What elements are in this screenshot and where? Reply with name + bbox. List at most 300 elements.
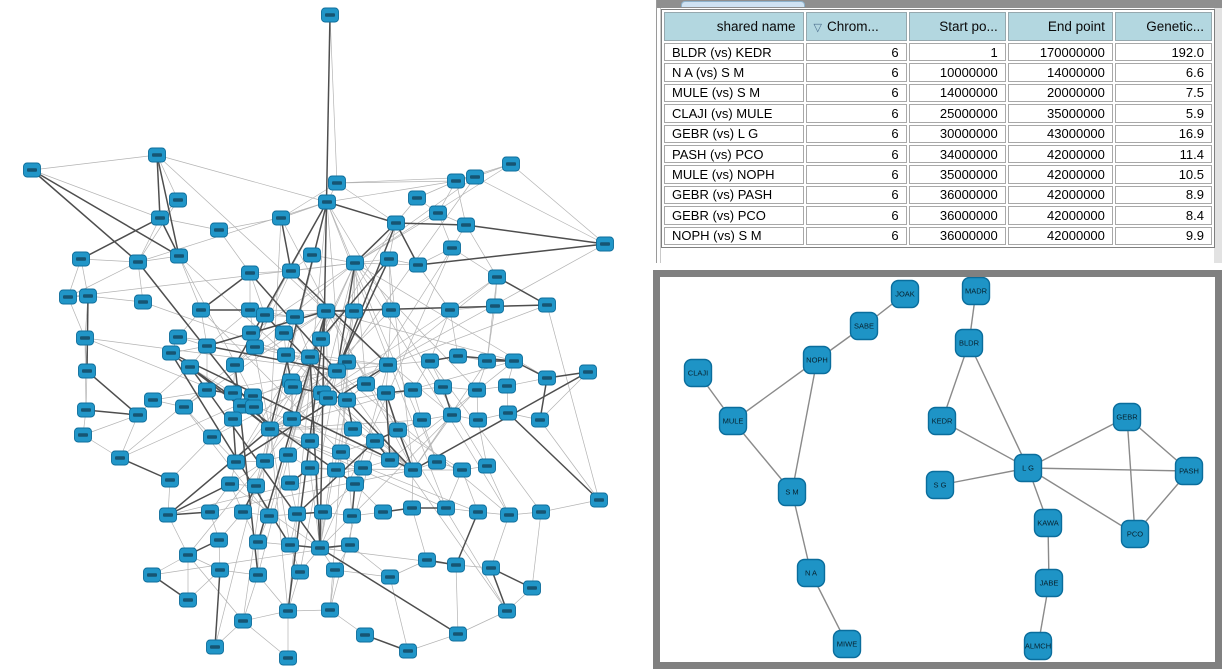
network-node[interactable] [235, 505, 252, 519]
network-node[interactable] [448, 558, 465, 572]
node-label [248, 394, 258, 397]
network-node[interactable] [246, 400, 263, 414]
network-edge [511, 164, 605, 244]
table-row[interactable] [664, 206, 1212, 224]
network-node-CLAJI[interactable] [685, 360, 712, 387]
network-node[interactable] [170, 330, 187, 344]
network-node-GEBR[interactable] [1114, 404, 1141, 431]
network-node[interactable] [318, 304, 335, 318]
network-node[interactable] [489, 270, 506, 284]
node-label [290, 315, 300, 318]
table-cell[interactable]: 42000000 [1008, 165, 1113, 183]
network-node[interactable] [357, 628, 374, 642]
table-cell[interactable]: CLAJI (vs) MULE [664, 104, 804, 122]
network-node[interactable] [130, 408, 147, 422]
table-cell[interactable]: 6 [806, 84, 907, 102]
network-node[interactable] [539, 371, 556, 385]
table-cell[interactable]: 7.5 [1115, 84, 1212, 102]
table-cell[interactable]: 11.4 [1115, 145, 1212, 163]
network-node[interactable] [278, 348, 295, 362]
network-edge-NOPH-SM[interactable] [792, 360, 817, 492]
network-node[interactable] [597, 237, 614, 251]
column-header-genetic[interactable] [1115, 12, 1212, 41]
node-label [403, 649, 413, 652]
table-cell[interactable]: 14000000 [909, 84, 1006, 102]
network-node[interactable] [414, 413, 431, 427]
node-label [504, 513, 514, 516]
network-node[interactable] [257, 308, 274, 322]
network-node[interactable] [212, 563, 229, 577]
network-node[interactable] [302, 350, 319, 364]
table-cell[interactable]: GEBR (vs) L G [664, 125, 804, 143]
network-edge [491, 515, 509, 568]
network-node[interactable] [499, 379, 516, 393]
table-cell[interactable]: N A (vs) S M [664, 63, 804, 81]
network-node[interactable] [130, 255, 147, 269]
network-node-KEDR[interactable] [929, 408, 956, 435]
network-node[interactable] [342, 538, 359, 552]
network-node[interactable] [250, 568, 267, 582]
network-node[interactable] [162, 473, 179, 487]
network-node[interactable] [204, 430, 221, 444]
network-edge [327, 202, 396, 223]
network-node[interactable] [160, 508, 177, 522]
network-node-KAWA[interactable] [1035, 510, 1062, 537]
network-node[interactable] [347, 256, 364, 270]
network-node[interactable] [199, 383, 216, 397]
node-label [417, 418, 427, 421]
table-cell[interactable]: 42000000 [1008, 227, 1113, 245]
node-label [214, 538, 224, 541]
network-node[interactable] [280, 448, 297, 462]
network-node[interactable] [375, 505, 392, 519]
network-node[interactable] [170, 193, 187, 207]
network-node[interactable] [329, 364, 346, 378]
network-node-NA[interactable] [798, 560, 825, 587]
network-node[interactable] [458, 218, 475, 232]
network-node[interactable] [262, 422, 279, 436]
network-node[interactable] [211, 223, 228, 237]
node-label [331, 468, 341, 471]
node-label [228, 417, 238, 420]
network-node[interactable] [345, 422, 362, 436]
network-node[interactable] [467, 170, 484, 184]
table-cell[interactable]: 10000000 [909, 63, 1006, 81]
network-node[interactable] [346, 304, 363, 318]
column-header-startpo[interactable] [909, 12, 1006, 41]
network-node[interactable] [532, 413, 549, 427]
table-cell[interactable]: BLDR (vs) KEDR [664, 43, 804, 61]
node-label [80, 336, 90, 339]
table-cell[interactable]: 9.9 [1115, 227, 1212, 245]
filter-funnel-icon[interactable]: ▽ [813, 22, 823, 34]
table-cell[interactable]: 6 [806, 145, 907, 163]
network-node-NOPH[interactable] [804, 347, 831, 374]
network-node[interactable] [78, 403, 95, 417]
node-label [503, 411, 513, 414]
network-node[interactable] [450, 627, 467, 641]
node-label [492, 275, 502, 278]
table-cell[interactable]: 6 [806, 63, 907, 81]
node-label [470, 175, 480, 178]
network-node-MIWE[interactable] [834, 631, 861, 658]
network-node[interactable] [319, 195, 336, 209]
node-label [542, 303, 552, 306]
table-cell[interactable]: 6.6 [1115, 63, 1212, 81]
table-row[interactable] [664, 63, 1212, 81]
table-cell[interactable]: 35000000 [1008, 104, 1113, 122]
network-node[interactable] [222, 477, 239, 491]
network-node-ALMCH[interactable] [1025, 633, 1052, 660]
network-node[interactable] [225, 386, 242, 400]
network-node[interactable] [591, 493, 608, 507]
table-cell[interactable]: 1 [909, 43, 1006, 61]
table-cell[interactable]: 30000000 [909, 125, 1006, 143]
table-cell[interactable]: GEBR (vs) PASH [664, 186, 804, 204]
table-cell[interactable]: 6 [806, 165, 907, 183]
table-cell[interactable]: NOPH (vs) S M [664, 227, 804, 245]
network-node[interactable] [503, 157, 520, 171]
network-node[interactable] [533, 505, 550, 519]
network-edge-LG-GEBR[interactable] [1028, 417, 1127, 468]
table-cell[interactable]: 6 [806, 186, 907, 204]
node-label [583, 370, 593, 373]
node-label [230, 363, 240, 366]
network-node[interactable] [450, 349, 467, 363]
network-node[interactable] [261, 509, 278, 523]
table-cell[interactable]: 170000000 [1008, 43, 1113, 61]
network-node[interactable] [444, 241, 461, 255]
network-node[interactable] [358, 377, 375, 391]
network-node[interactable] [250, 535, 267, 549]
network-node[interactable] [442, 303, 459, 317]
network-node[interactable] [302, 461, 319, 475]
network-node[interactable] [333, 445, 350, 459]
network-node[interactable] [77, 331, 94, 345]
node-label [332, 181, 342, 184]
network-node[interactable] [479, 459, 496, 473]
table-cell[interactable]: 14000000 [1008, 63, 1113, 81]
network-node[interactable] [242, 266, 259, 280]
table-cell[interactable]: 8.4 [1115, 206, 1212, 224]
network-node[interactable] [470, 505, 487, 519]
table-cell[interactable]: 16.9 [1115, 125, 1212, 143]
table-row[interactable] [664, 104, 1212, 122]
node-label [287, 417, 297, 420]
node-label [316, 337, 326, 340]
network-node[interactable] [329, 176, 346, 190]
table-cell[interactable]: 36000000 [909, 227, 1006, 245]
node-label [81, 408, 91, 411]
column-header-sharedname[interactable] [664, 12, 804, 41]
network-node[interactable] [247, 340, 264, 354]
network-node[interactable] [144, 568, 161, 582]
node-label [447, 413, 457, 416]
node-label [447, 246, 457, 249]
network-node[interactable] [302, 434, 319, 448]
network-node-JABE[interactable] [1036, 570, 1063, 597]
network-node[interactable] [180, 548, 197, 562]
network-edge-LG-PASH[interactable] [1028, 468, 1189, 471]
network-node[interactable] [524, 581, 541, 595]
node-label: PASH [1179, 466, 1199, 476]
network-node[interactable] [409, 191, 426, 205]
network-edge-GEBR-PCO[interactable] [1127, 417, 1135, 534]
node-label [285, 543, 295, 546]
node-label: CLAJI [687, 368, 709, 378]
column-header-endpoint[interactable] [1008, 12, 1113, 41]
table-cell[interactable]: MULE (vs) S M [664, 84, 804, 102]
node-label: MADR [964, 286, 988, 296]
table-cell[interactable]: 34000000 [909, 145, 1006, 163]
network-node[interactable] [182, 360, 199, 374]
network-node[interactable] [193, 303, 210, 317]
network-node[interactable] [382, 453, 399, 467]
table-cell[interactable]: 36000000 [909, 186, 1006, 204]
network-node[interactable] [304, 248, 321, 262]
network-node-SM[interactable] [779, 479, 806, 506]
node-label [453, 354, 463, 357]
network-node[interactable] [145, 393, 162, 407]
node-label [231, 460, 241, 463]
network-node[interactable] [328, 463, 345, 477]
node-label [163, 513, 173, 516]
network-node[interactable] [419, 553, 436, 567]
network-node[interactable] [80, 289, 97, 303]
node-label: SABE [853, 321, 875, 331]
table-cell[interactable]: 42000000 [1008, 145, 1113, 163]
table-cell[interactable]: 5.9 [1115, 104, 1212, 122]
network-node[interactable] [429, 455, 446, 469]
network-node[interactable] [339, 393, 356, 407]
network-node[interactable] [228, 455, 245, 469]
table-cell[interactable]: 8.9 [1115, 186, 1212, 204]
network-node[interactable] [430, 206, 447, 220]
column-header-chrom[interactable] [806, 12, 907, 41]
network-node[interactable] [347, 477, 364, 491]
table-cell[interactable]: 42000000 [1008, 186, 1113, 204]
network-node[interactable] [248, 479, 265, 493]
network-node[interactable] [60, 290, 77, 304]
network-node-PCO[interactable] [1122, 521, 1149, 548]
network-node[interactable] [227, 358, 244, 372]
network-node[interactable] [24, 163, 41, 177]
table-cell[interactable]: 10.5 [1115, 165, 1212, 183]
network-node-SG[interactable] [927, 472, 954, 499]
network-node[interactable] [506, 354, 523, 368]
node-label [385, 575, 395, 578]
network-node[interactable] [500, 406, 517, 420]
network-node[interactable] [225, 412, 242, 426]
network-node-PASH[interactable] [1176, 458, 1203, 485]
network-node[interactable] [422, 354, 439, 368]
network-node[interactable] [207, 640, 224, 654]
node-label [83, 294, 93, 297]
network-node[interactable] [280, 651, 297, 665]
network-node[interactable] [539, 298, 556, 312]
network-node[interactable] [273, 211, 290, 225]
network-node-MULE[interactable] [720, 408, 747, 435]
node-label [370, 439, 380, 442]
network-node[interactable] [322, 8, 339, 22]
node-label [245, 308, 255, 311]
network-node[interactable] [284, 412, 301, 426]
network-node[interactable] [470, 413, 487, 427]
node-label [391, 221, 401, 224]
network-node[interactable] [487, 299, 504, 313]
network-edge [32, 170, 138, 262]
network-node[interactable] [381, 252, 398, 266]
network-node[interactable] [313, 332, 330, 346]
table-row[interactable] [664, 145, 1212, 163]
node-label [473, 418, 483, 421]
network-node[interactable] [112, 451, 129, 465]
column-header-label: End point [1047, 19, 1105, 34]
table-cell[interactable]: 6 [806, 43, 907, 61]
table-row[interactable] [664, 43, 1212, 61]
network-node[interactable] [171, 249, 188, 263]
network-node[interactable] [438, 501, 455, 515]
network-node-SABE[interactable] [851, 313, 878, 340]
network-node[interactable] [285, 380, 302, 394]
node-label [183, 553, 193, 556]
network-node[interactable] [448, 174, 465, 188]
node-label [115, 456, 125, 459]
node-label [202, 344, 212, 347]
network-node[interactable] [405, 463, 422, 477]
network-node[interactable] [469, 383, 486, 397]
network-node[interactable] [292, 565, 309, 579]
table-row[interactable] [664, 125, 1212, 143]
table-cell[interactable]: 6 [806, 125, 907, 143]
network-node[interactable] [152, 211, 169, 225]
node-label [202, 388, 212, 391]
network-node[interactable] [483, 561, 500, 575]
network-edge [179, 256, 201, 310]
table-scrollbar-thumb[interactable] [681, 1, 805, 7]
network-node[interactable] [257, 454, 274, 468]
table-cell[interactable]: 43000000 [1008, 125, 1113, 143]
node-label: ALMCH [1024, 641, 1052, 651]
network-node[interactable] [149, 148, 166, 162]
network-node-MADR[interactable] [963, 278, 990, 305]
network-node[interactable] [378, 386, 395, 400]
network-node[interactable] [380, 358, 397, 372]
node-label [345, 543, 355, 546]
network-node-BLDR[interactable] [956, 330, 983, 357]
network-node[interactable] [499, 604, 516, 618]
table-cell[interactable]: 25000000 [909, 104, 1006, 122]
network-node[interactable] [289, 507, 306, 521]
network-node[interactable] [454, 463, 471, 477]
network-node[interactable] [327, 563, 344, 577]
node-label [472, 388, 482, 391]
node-label [238, 619, 248, 622]
network-node[interactable] [79, 364, 96, 378]
network-node[interactable] [282, 476, 299, 490]
network-node[interactable] [501, 508, 518, 522]
table-cell[interactable]: 42000000 [1008, 206, 1113, 224]
network-node[interactable] [388, 216, 405, 230]
network-node[interactable] [276, 326, 293, 340]
network-node[interactable] [287, 310, 304, 324]
table-cell[interactable]: 36000000 [909, 206, 1006, 224]
node-label: N A [804, 568, 818, 578]
table-cell[interactable]: MULE (vs) NOPH [664, 165, 804, 183]
network-node[interactable] [410, 258, 427, 272]
node-label [155, 216, 165, 219]
network-node[interactable] [135, 295, 152, 309]
network-node[interactable] [383, 303, 400, 317]
network-node[interactable] [382, 570, 399, 584]
node-label [482, 464, 492, 467]
network-node[interactable] [320, 391, 337, 405]
table-cell[interactable]: 192.0 [1115, 43, 1212, 61]
network-node[interactable] [479, 354, 496, 368]
network-node[interactable] [344, 509, 361, 523]
network-edge [487, 277, 497, 361]
table-cell[interactable]: 20000000 [1008, 84, 1113, 102]
network-node[interactable] [242, 303, 259, 317]
network-node[interactable] [235, 614, 252, 628]
network-node[interactable] [75, 428, 92, 442]
network-node-JOAK[interactable] [892, 281, 919, 308]
table-cell[interactable]: 6 [806, 206, 907, 224]
network-node[interactable] [202, 505, 219, 519]
node-label [228, 391, 238, 394]
table-cell[interactable]: GEBR (vs) PCO [664, 206, 804, 224]
node-label: S M [785, 487, 799, 497]
network-node[interactable] [580, 365, 597, 379]
network-node[interactable] [400, 644, 417, 658]
network-node[interactable] [312, 541, 329, 555]
network-node[interactable] [315, 505, 332, 519]
network-edge-BLDR-LG[interactable] [969, 343, 1028, 468]
table-row[interactable] [664, 227, 1212, 245]
table-row[interactable] [664, 165, 1212, 183]
network-node[interactable] [435, 380, 452, 394]
table-cell[interactable]: 6 [806, 104, 907, 122]
node-label [166, 351, 176, 354]
network-node[interactable] [180, 593, 197, 607]
network-node[interactable] [280, 604, 297, 618]
network-node[interactable] [73, 252, 90, 266]
network-node[interactable] [163, 346, 180, 360]
network-node[interactable] [355, 461, 372, 475]
network-node[interactable] [405, 383, 422, 397]
network-node[interactable] [390, 423, 407, 437]
network-node-LG[interactable] [1015, 455, 1042, 482]
network-node[interactable] [199, 339, 216, 353]
table-row[interactable] [664, 84, 1212, 102]
network-node[interactable] [283, 264, 300, 278]
network-node[interactable] [211, 533, 228, 547]
network-node[interactable] [322, 603, 339, 617]
network-node[interactable] [282, 538, 299, 552]
network-node[interactable] [243, 326, 260, 340]
table-scrollbar-track[interactable] [657, 0, 1222, 8]
network-node[interactable] [404, 501, 421, 515]
table-cell[interactable]: PASH (vs) PCO [664, 145, 804, 163]
table-cell[interactable]: 6 [806, 227, 907, 245]
network-node[interactable] [444, 408, 461, 422]
network-node[interactable] [367, 434, 384, 448]
node-label [433, 211, 443, 214]
table-row[interactable] [664, 186, 1212, 204]
network-node[interactable] [176, 400, 193, 414]
table-header-row [664, 12, 1212, 41]
table-cell[interactable]: 35000000 [909, 165, 1006, 183]
